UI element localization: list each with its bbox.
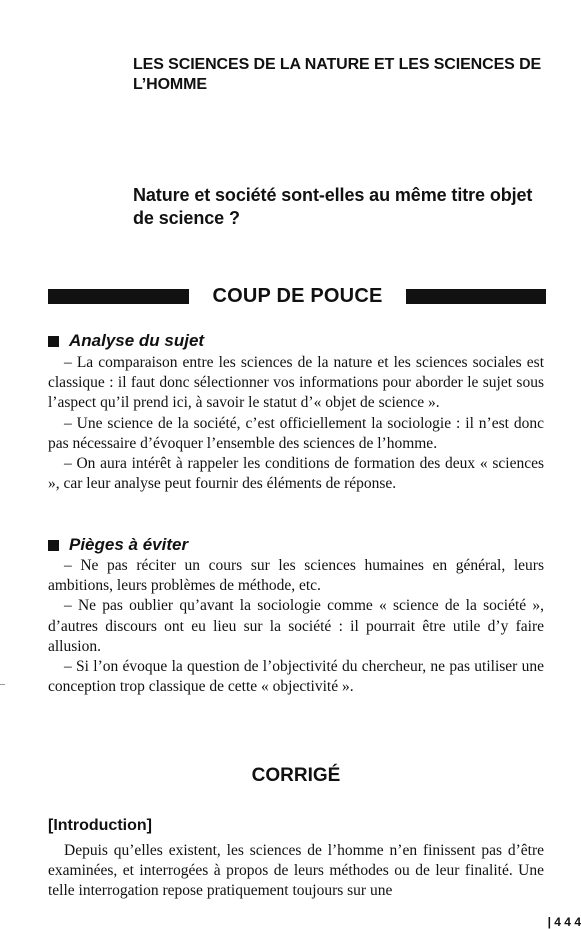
page-number: | 4 4 4	[547, 915, 581, 929]
square-bullet-icon	[48, 336, 59, 347]
analyse-paragraph: – La comparaison entre les sciences de la nature et les sciences sociales est classique : il faut donc sélectionner vos informations pour aborder le sujet sous l’aspect qu’il prend ici, à savoir le statut d’« objet de science ».	[48, 354, 544, 412]
introduction-body	[48, 841, 544, 902]
banner-label: COUP DE POUCE	[212, 284, 383, 307]
margin-mark	[0, 684, 5, 685]
analyse-paragraph: – On aura intérêt à rappeler les conditions de formation des deux « sciences », car leur analyse peut fournir des éléments de réponse.	[48, 455, 544, 493]
introduction-heading: [Introduction]	[48, 817, 152, 834]
banner-bar-right	[406, 289, 546, 304]
analyse-heading-text: Analyse du sujet	[69, 331, 205, 350]
subject-title: Nature et société sont-elles au même titre objet de science ?	[133, 185, 533, 228]
square-bullet-icon	[48, 540, 59, 551]
corrige-heading: CORRIGÉ	[251, 765, 341, 786]
pieges-paragraph: – Si l’on évoque la question de l’objectivité du chercheur, ne pas utiliser une conception trop classique de cette « objectivité ».	[48, 658, 544, 696]
analyse-heading	[48, 330, 544, 352]
pieges-body	[48, 556, 544, 697]
chapter-title: LES SCIENCES DE LA NATURE ET LES SCIENCES DE L’HOMME	[133, 56, 542, 93]
coup-de-pouce-banner	[48, 281, 546, 311]
analyse-body	[48, 353, 544, 494]
introduction-paragraph: Depuis qu’elles existent, les sciences de l’homme n’en finissent pas d’être examinées, et interrogées à propos de leurs méthodes ou de leur finalité. Une telle interrogation repose pratiquement toujours sur une	[48, 842, 544, 900]
analyse-paragraph: – Une science de la société, c’est officiellement la sociologie : il n’est donc pas nécessaire d’évoquer l’ensemble des sciences de l’homme.	[48, 414, 544, 452]
pieges-heading-text: Pièges à éviter	[69, 535, 189, 554]
banner-bar-left	[48, 289, 189, 304]
pieges-heading	[48, 534, 544, 556]
pieges-paragraph: – Ne pas oublier qu’avant la sociologie comme « science de la société », d’autres discours ont eu lieu sur la société : il pourrait être utile d’y faire allusion.	[48, 597, 544, 655]
pieges-paragraph: – Ne pas réciter un cours sur les sciences humaines en général, leurs ambitions, leurs problèmes de méthode, etc.	[48, 557, 544, 595]
